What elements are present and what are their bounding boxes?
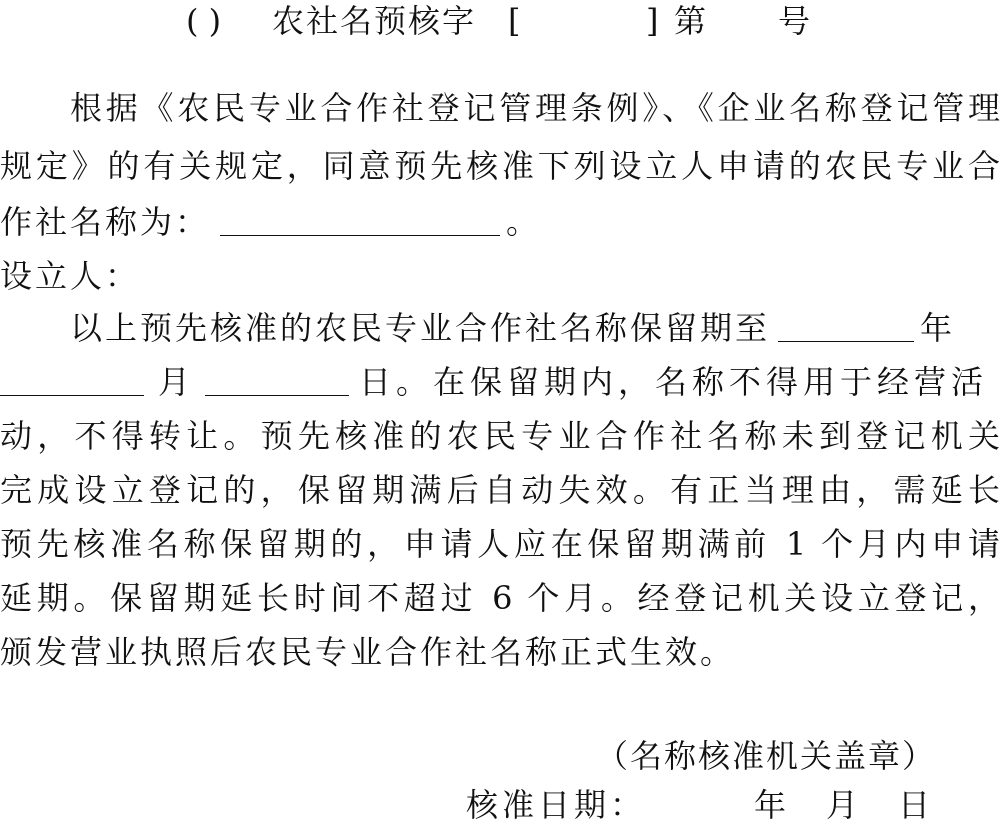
approval-day-label: 日 [898,786,931,824]
reservation-month-label: 月 [158,363,196,401]
header-bracket-close: ] [646,2,659,40]
cooperative-name-blank [220,205,500,236]
header-paren: ( ) [186,2,222,40]
approval-date-line [0,784,1000,826]
header-number-prefix: 第 [674,2,707,40]
approval-month-label: 月 [826,786,859,824]
para2-line2-text: 日。在保留期内，名称不得用于经营活 [359,363,989,401]
para1-line3-text: 作社名称为： [0,203,211,241]
approval-date-label: 核准日期： [466,786,647,824]
para2-line7: 颁发营业执照后农民专业合作社名称正式生效。 [0,633,736,671]
para2-line1 [0,304,1000,352]
seal-label: （名称核准机关盖章） [596,737,937,775]
para1-line1: 根据《农民专业合作社登记管理条例》、《企业名称登记管理 [70,89,1000,127]
para2-line2 [0,358,1000,406]
para2-line1-text: 以上预先核准的农民专业合作社名称保留期至 [70,309,771,347]
para2-line4: 完成设立登记的，保留期满后自动失效。有正当理由，需延长 [0,471,1000,509]
reservation-day-blank [205,365,349,396]
reservation-year-label: 年 [920,309,956,347]
reservation-year-blank [778,311,914,342]
doc-number-line [0,0,1000,44]
approval-year-label: 年 [754,786,787,824]
para1-line3-end: 。 [506,203,542,241]
para1-line2: 规定》的有关规定，同意预先核准下列设立人申请的农民专业合 [0,147,1000,185]
header-number-suffix: 号 [778,2,811,40]
para2-line5: 预先核准名称保留期的，申请人应在保留期满前 1 个月内申请 [0,525,1000,563]
reservation-month-blank [0,365,144,396]
para2-line3: 动，不得转让。预先核准的农民专业合作社名称未到登记机关 [0,417,1000,455]
header-doc-type: 农社名预核字 [272,2,477,40]
para1-line3 [0,198,1000,246]
para2-line6: 延期。保留期延长时间不超过 6 个月。经登记机关设立登记， [0,579,1000,617]
header-bracket-open: [ [508,2,521,40]
founders-label: 设立人： [0,257,141,295]
